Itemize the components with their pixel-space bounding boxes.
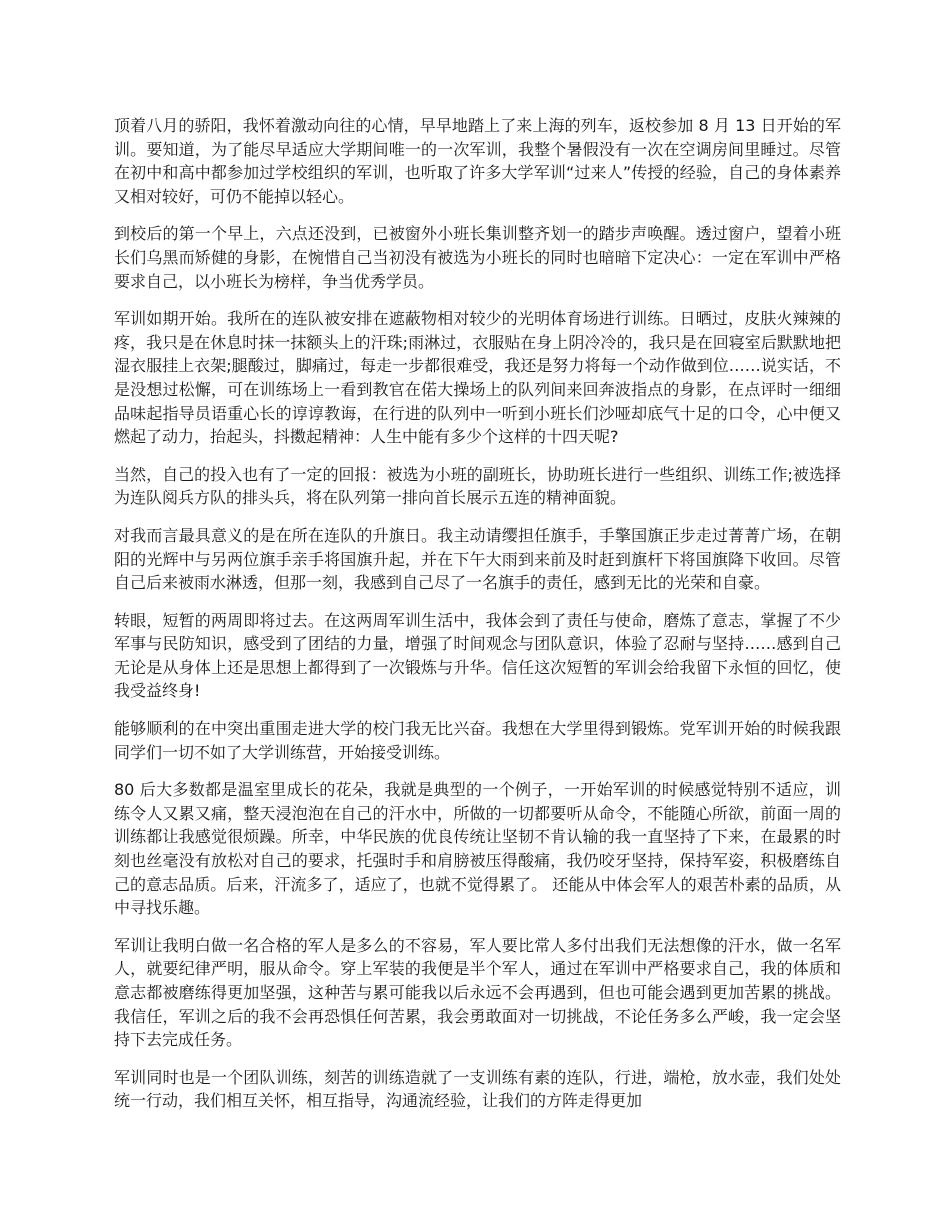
paragraph-7: 能够顺利的在中突出重围走进大学的校门我无比兴奋。我想在大学里得到锻炼。党军训开始的时候我跟同学们一切不如了大学训练营，开始接受训练。 — [114, 719, 841, 762]
paragraph-9: 军训让我明白做一名合格的军人是多么的不容易，军人要比常人多付出我们无法想像的汗水，做一名军人，就要纪律严明，服从命令。穿上军装的我便是半个军人，通过在军训中严格要求自己，我的体质和意志都被磨练得更加坚强，这种苦与累可能我以后永远不会再遇到，但也可能会遇到更加苦累的挑战。我信任，军训之后的我不会再恐惧任何苦累，我会勇敢面对一切挑战，不论任务多么严峻，我一定会坚持下去完成任务。 — [114, 935, 841, 1050]
paragraph-4: 当然，自己的投入也有了一定的回报：被选为小班的副班长，协助班长进行一些组织、训练工作;被选择为连队阅兵方队的排头兵，将在队列第一排向首长展示五连的精神面貌。 — [114, 464, 841, 508]
document-page — [114, 114, 841, 1127]
paragraph-3: 军训如期开始。我所在的连队被安排在遮蔽物相对较少的光明体育场进行训练。日晒过，皮肤火辣辣的疼，我只是在休息时抹一抹额头上的汗珠;雨淋过，衣服贴在身上阴冷冷的，我只是在回寝室后默默地把湿衣服挂上衣架;腿酸过，脚痛过，每走一步都很难受，我还是努力将每一个动作做到位……说实话，不是没想过松懈，可在训练场上一看到教官在偌大操场上的队列间来回奔波指点的身影，在点评时一细细品味起指导员语重心长的谆谆教诲，在行进的队列中一听到小班长们沙哑却底气十足的口令，心中便又燃起了动力，抬起头，抖擞起精神：人生中能有多少个这样的十四天呢? — [114, 309, 841, 447]
paragraph-1: 顶着八月的骄阳，我怀着激动向往的心情，早早地踏上了来上海的列车，返校参加 8 月 13 日开始的军训。要知道，为了能尽早适应大学期间唯一的一次军训，我整个暑假没有一次在空调房间里睡过。尽管在初中和高中都参加过学校组织的军训，也听取了许多大学军训“过来人”传授的经验，自己的身体素养又相对较好，可仍不能掉以轻心。 — [114, 116, 841, 206]
paragraph-6: 转眼，短暂的两周即将过去。在这两周军训生活中，我体会到了责任与使命，磨炼了意志，掌握了不少军事与民防知识，感受到了团结的力量，增强了时间观念与团队意识，体验了忍耐与坚持……感到自己无论是从身体上还是思想上都得到了一次锻炼与升华。信任这次短暂的军训会给我留下永恒的回忆，使我受益终身! — [114, 610, 841, 701]
paragraph-10: 军训同时也是一个团队训练，刻苦的训练造就了一支训练有素的连队，行进，端枪，放水壶，我们处处统一行动，我们相互关怀，相互指导，沟通流经验，让我们的方阵走得更加 — [114, 1067, 841, 1111]
paragraph-2: 到校后的第一个早上，六点还没到，已被窗外小班长集训整齐划一的踏步声唤醒。透过窗户，望着小班长们乌黑而矫健的身影，在惋惜自己当初没有被选为小班长的同时也暗暗下定决心：一定在军训中严格要求自己，以小班长为榜样，争当优秀学员。 — [114, 224, 841, 291]
paragraph-5: 对我而言最具意义的是在所在连队的升旗日。我主动请缨担任旗手，手擎国旗正步走过菁菁广场，在朝阳的光辉中与另两位旗手亲手将国旗升起，并在下午大雨到来前及时赶到旗杆下将国旗降下收回。尽管自己后来被雨水淋透，但那一刻，我感到自己尽了一名旗手的责任，感到无比的光荣和自豪。 — [114, 525, 841, 593]
paragraph-8: 80 后大多数都是温室里成长的花朵，我就是典型的一个例子，一开始军训的时候感觉特别不适应，训练令人又累又痛，整天浸泡泡在自己的汗水中，所做的一切都要听从命令，不能随心所欲，前面一周的训练都让我感觉很烦躁。所幸，中华民族的优良传统让坚韧不肯认输的我一直坚持了下来，在最累的时刻也丝毫没有放松对自己的要求，托强时手和肩膀被压得酸痛，我仍咬牙坚持，保持军姿，积极磨练自己的意志品质。后来，汗流多了，适应了，也就不觉得累了。 还能从中体会军人的艰苦朴素的品质，从中寻找乐趣。 — [114, 780, 841, 918]
